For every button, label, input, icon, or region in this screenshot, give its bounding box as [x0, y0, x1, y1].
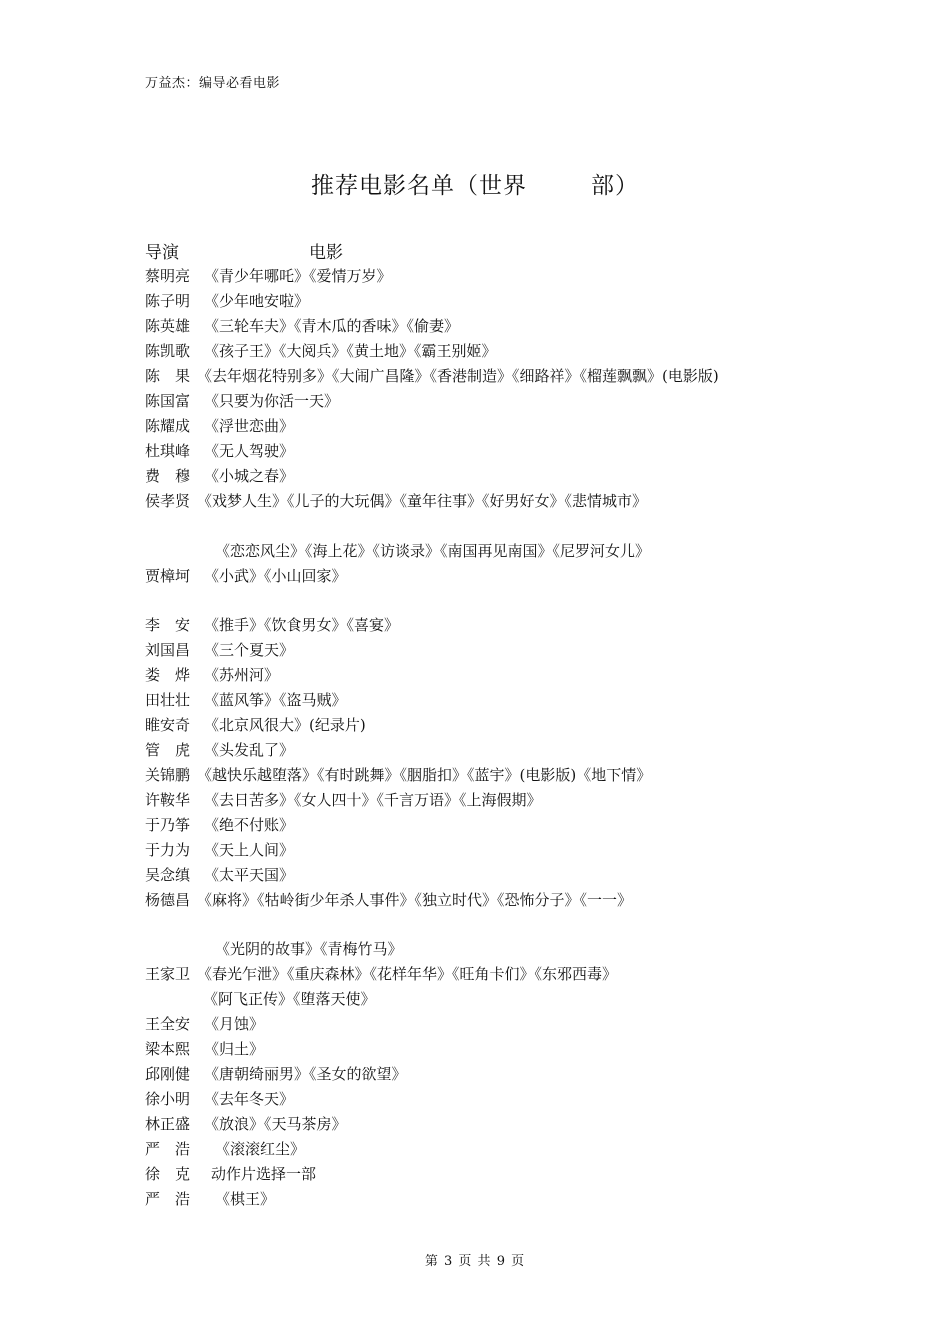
film-titles: 《天上人间》	[204, 841, 295, 859]
director-name: 费 穆	[145, 467, 191, 485]
director-name: 刘国昌	[145, 641, 191, 659]
film-titles: 《少年吔安啦》	[204, 292, 310, 310]
director-name: 李 安	[145, 616, 191, 634]
director-name: 于乃筝	[145, 816, 191, 834]
film-entry	[145, 962, 617, 986]
column-header-director: 导演	[145, 243, 179, 263]
film-entry	[145, 688, 347, 712]
film-entry	[145, 813, 294, 837]
film-entry	[145, 539, 650, 563]
film-entry	[145, 1087, 294, 1111]
director-name: 侯孝贤	[145, 492, 191, 510]
page-title-right: 部）	[591, 173, 639, 199]
page-title	[0, 167, 950, 200]
film-entry	[145, 763, 651, 787]
film-entry	[145, 389, 339, 413]
director-name: 陈凯歌	[145, 342, 191, 360]
director-name: 陈英雄	[145, 317, 191, 335]
film-titles: 《北京风很大》(纪录片)	[204, 716, 366, 734]
film-entry	[145, 564, 347, 588]
director-name: 严 浩	[145, 1190, 191, 1208]
film-entry	[145, 1062, 407, 1086]
director-name: 徐小明	[145, 1090, 191, 1108]
film-entry	[145, 838, 294, 862]
document-header: 万益杰：编导必看电影	[145, 76, 281, 91]
director-name: 王家卫	[145, 965, 191, 983]
director-name: 杨德昌	[145, 891, 191, 909]
director-name: 娄 烨	[145, 666, 191, 684]
film-entry	[145, 713, 366, 737]
film-entry	[145, 1112, 347, 1136]
film-titles: 动作片选择一部	[211, 1165, 317, 1183]
film-titles: 《放浪》《天马茶房》	[204, 1115, 347, 1133]
film-titles: 《小城之春》	[204, 467, 295, 485]
film-entry	[145, 439, 294, 463]
film-entry	[145, 937, 403, 961]
film-titles: 《小武》《小山回家》	[204, 567, 347, 585]
film-titles: 《越快乐越堕落》《有时跳舞》《胭脂扣》《蓝宇》(电影版)《地下情》	[197, 766, 652, 784]
film-titles: 《苏州河》	[204, 666, 280, 684]
film-entry	[145, 489, 647, 513]
film-titles: 《孩子王》《大阅兵》《黄土地》《霸王别姬》	[204, 342, 497, 360]
film-titles: 《绝不付账》	[204, 816, 295, 834]
director-name: 田壮壮	[145, 691, 191, 709]
film-entry	[145, 638, 294, 662]
film-entry	[145, 289, 309, 313]
film-entry	[145, 788, 542, 812]
director-name: 于力为	[145, 841, 191, 859]
film-entry	[145, 414, 294, 438]
film-titles: 《无人驾驶》	[204, 442, 295, 460]
director-name: 关锦鹏	[145, 766, 191, 784]
film-titles: 《蓝风筝》《盗马贼》	[204, 691, 347, 709]
director-name: 吴念缜	[145, 866, 191, 884]
film-entry	[145, 888, 632, 912]
film-titles: 《光阴的故事》《青梅竹马》	[215, 940, 403, 958]
film-titles: 《三个夏天》	[204, 641, 295, 659]
director-name: 徐 克	[145, 1165, 191, 1183]
film-entry	[145, 663, 279, 687]
film-entry	[145, 1162, 316, 1186]
director-name: 许鞍华	[145, 791, 191, 809]
director-name: 邱刚健	[145, 1065, 191, 1083]
director-name: 陈子明	[145, 292, 191, 310]
film-titles: 《三轮车夫》《青木瓜的香味》《偷妻》	[204, 317, 460, 335]
director-name: 贾樟坷	[145, 567, 191, 585]
film-titles: 《推手》《饮食男女》《喜宴》	[204, 616, 400, 634]
director-name: 王全安	[145, 1015, 191, 1033]
film-titles: 《戏梦人生》《儿子的大玩偶》《童年往事》《好男好女》《悲情城市》	[197, 492, 648, 510]
film-entry	[145, 1187, 275, 1211]
film-titles: 《浮世恋曲》	[204, 417, 295, 435]
film-titles: 《归土》	[204, 1040, 265, 1058]
film-entry	[145, 314, 459, 338]
film-entry	[145, 613, 399, 637]
film-entry	[145, 364, 719, 388]
film-titles: 《青少年哪吒》《爱情万岁》	[204, 267, 392, 285]
page-title-left: 推荐电影名单（世界	[311, 173, 527, 199]
director-name: 杜琪峰	[145, 442, 191, 460]
column-header-film: 电影	[309, 243, 343, 263]
film-titles: 《只要为你活一天》	[204, 392, 340, 410]
film-titles: 《去年烟花特别多》《大闹广昌隆》《香港制造》《细路祥》《榴莲飘飘》(电影版)	[197, 367, 719, 385]
film-titles: 《阿飞正传》《堕落天使》	[203, 990, 376, 1008]
film-titles: 《月蚀》	[204, 1015, 265, 1033]
film-entry	[145, 264, 392, 288]
film-entry	[145, 1137, 305, 1161]
director-name: 陈国富	[145, 392, 191, 410]
film-titles: 《麻将》《牯岭街少年杀人事件》《独立时代》《恐怖分子》《一一》	[197, 891, 633, 909]
director-name: 严 浩	[145, 1140, 191, 1158]
film-entry	[145, 1012, 264, 1036]
page-footer: 第 3 页 共 9 页	[424, 1254, 526, 1269]
film-titles: 《春光乍泄》《重庆森林》《花样年华》《旺角卡们》《东邪西毒》	[197, 965, 618, 983]
film-entry	[145, 863, 294, 887]
film-titles: 《太平天国》	[204, 866, 295, 884]
film-titles: 《唐朝绮丽男》《圣女的欲望》	[204, 1065, 407, 1083]
film-titles: 《头发乱了》	[204, 741, 295, 759]
director-name: 陈耀成	[145, 417, 191, 435]
film-entry	[145, 987, 376, 1011]
film-entry	[145, 738, 294, 762]
film-entry	[145, 464, 294, 488]
director-name: 陈 果	[145, 367, 191, 385]
film-titles: 《去日苦多》《女人四十》《千言万语》《上海假期》	[204, 791, 542, 809]
film-titles: 《去年冬天》	[204, 1090, 295, 1108]
film-titles: 《棋王》	[215, 1190, 276, 1208]
film-titles: 《恋恋风尘》《海上花》《访谈录》《南国再见南国》《尼罗河女儿》	[215, 542, 651, 560]
director-name: 梁本熙	[145, 1040, 191, 1058]
film-entry	[145, 339, 497, 363]
film-titles: 《滚滚红尘》	[215, 1140, 306, 1158]
director-name: 管 虎	[145, 741, 191, 759]
director-name: 林正盛	[145, 1115, 191, 1133]
director-name: 蔡明亮	[145, 267, 191, 285]
director-name: 睢安奇	[145, 716, 191, 734]
film-entry	[145, 1037, 264, 1061]
